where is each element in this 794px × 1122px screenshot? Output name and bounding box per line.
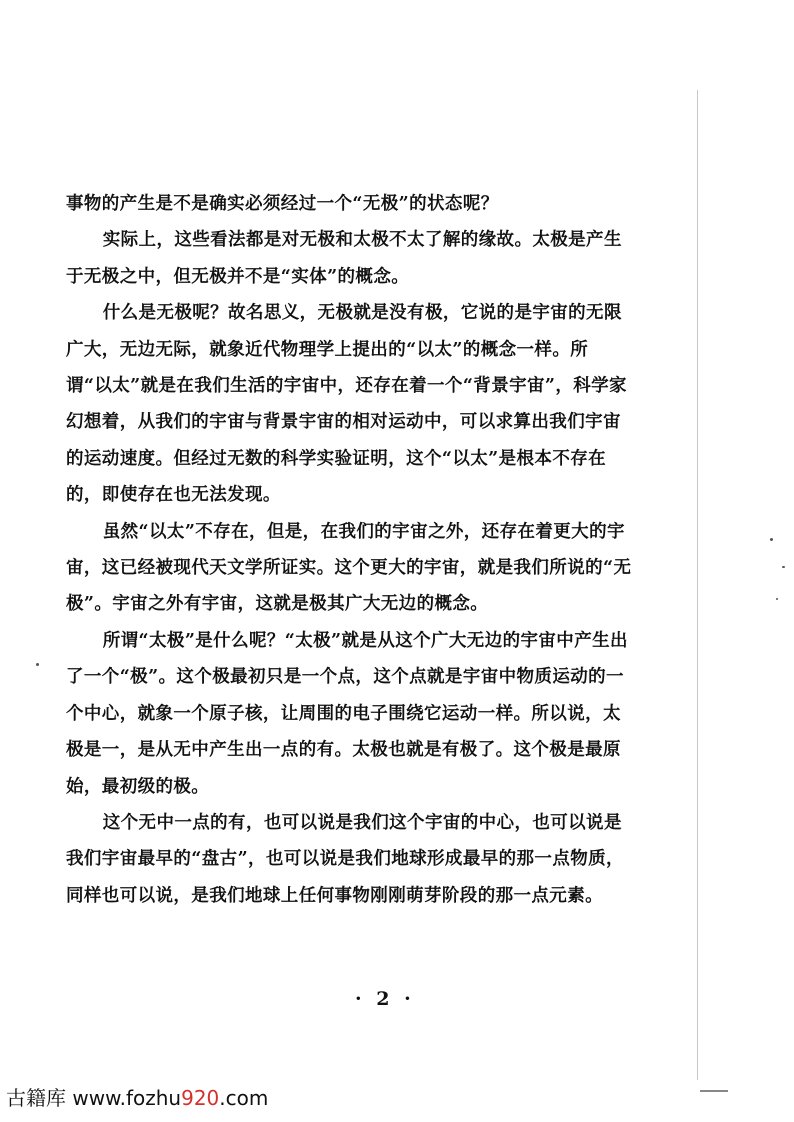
scan-speck — [700, 1090, 728, 1092]
paragraph-4: 虽然“以太”不存在，但是，在我们的宇宙之外，还存在着更大的宇宙，这已经被现代天文学所证实。这个更大的宇宙，就是我们所说的“无极”。宇宙之外有宇宙，这就是极其广大无边的概念。 — [66, 521, 632, 615]
paragraph-3: 什么是无极呢？故名思义，无极就是没有极，它说的是宇宙的无限广大，无边无际，就象近代物理学上提出的“以太”的概念一样。所谓“以太”就是在我们生活的宇宙中，还存在着一个“背景宇宙”，科学家幻想着，从我们的宇宙与背景宇宙的相对运动中，可以求算出我们宇宙的运动速度。但经过无数的科学实验证明，这个“以太”是根本不存在的，即使存在也无法发现。 — [66, 303, 627, 506]
site-name: 古籍库 — [6, 1086, 66, 1110]
body-text — [66, 186, 632, 914]
scan-speck — [36, 663, 39, 666]
paragraph-1: 事物的产生是不是确实必须经过一个“无极”的状态呢？ — [66, 194, 499, 214]
scan-speck — [782, 566, 785, 568]
watermark-footer — [6, 1082, 268, 1111]
scan-speck — [770, 538, 773, 541]
page-edge-line — [697, 90, 698, 1080]
paragraph-2: 实际上，这些看法都是对无极和太极不太了解的缘故。太极是产生于无极之中，但无极并不是“实体”的概念。 — [66, 230, 622, 287]
paragraph-6: 这个无中一点的有，也可以说是我们这个宇宙的中心，也可以说是我们宇宙最早的“盘古”，也可以说是我们地球形成最早的那一点物质，同样也可以说，是我们地球上任何事物刚刚萌芽阶段的那一点元素。 — [66, 812, 624, 906]
scan-speck — [776, 598, 778, 600]
paragraph-5: 所谓“太极”是什么呢？“太极”就是从这个广大无边的宇宙中产生出了一个“极”。这个极最初只是一个点，这个点就是宇宙中物质运动的一个中心，就象一个原子核，让周围的电子围绕它运动一样。所以说，太极是一，是从无中产生出一点的有。太极也就是有极了。这个极是最原始，最初级的极。 — [66, 630, 628, 797]
page-number: · 2 · — [355, 988, 415, 1010]
site-url: www.fozhu920.com — [72, 1086, 269, 1110]
